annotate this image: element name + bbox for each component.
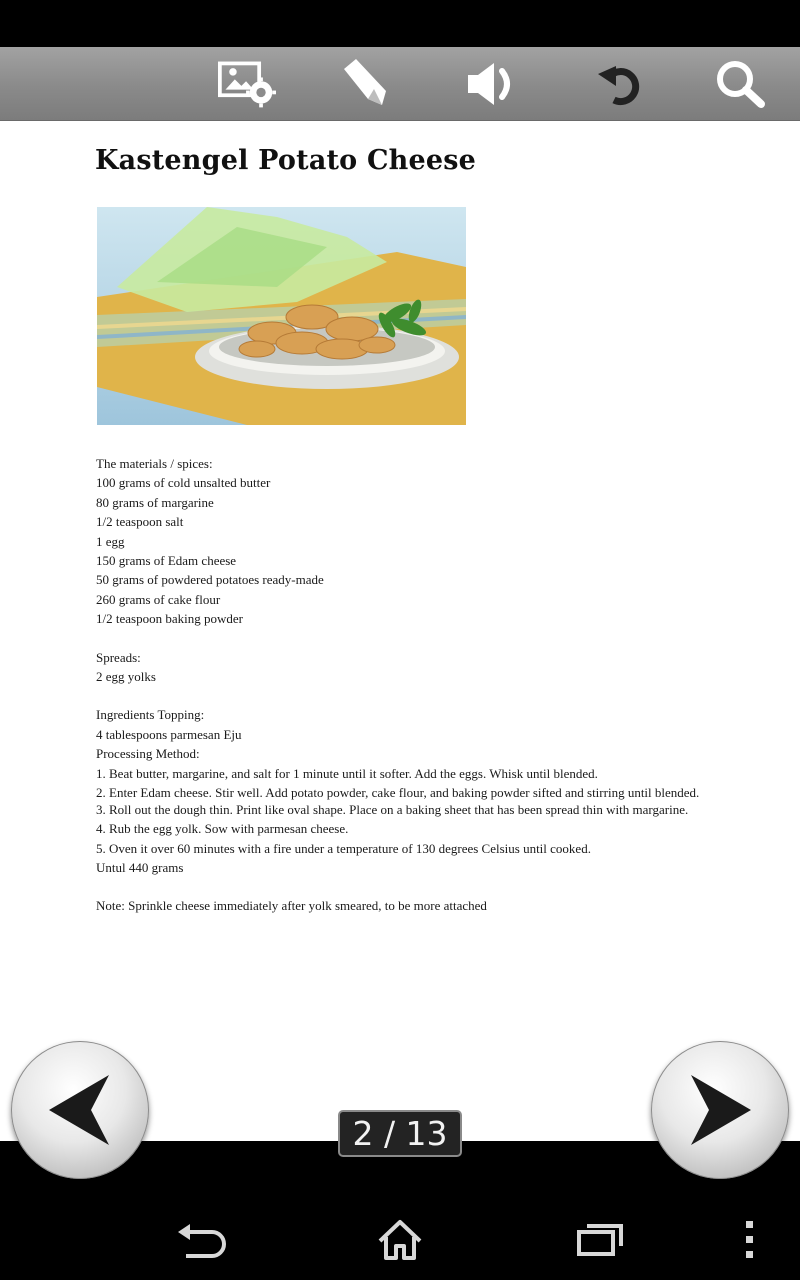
spacer — [96, 686, 716, 705]
previous-page-button[interactable] — [11, 1041, 149, 1179]
volume-button[interactable] — [463, 55, 521, 113]
recipe-photo — [97, 207, 466, 425]
text-line: 1 egg — [96, 533, 125, 549]
text-line: 100 grams of cold unsalted butter — [96, 475, 271, 491]
bookmark-button[interactable] — [336, 55, 394, 113]
top-toolbar — [0, 47, 800, 121]
rotate-icon — [594, 62, 644, 106]
text-line: 1. Beat butter, margarine, and salt for 1 minute until it softer. Add the eggs. Whisk until blended. — [96, 765, 598, 781]
status-bar — [0, 0, 800, 47]
next-page-button[interactable] — [651, 1041, 789, 1179]
search-icon — [715, 59, 767, 109]
image-settings-button[interactable] — [218, 55, 276, 113]
menu-icon — [743, 1219, 757, 1261]
text-line: Note: Sprinkle cheese immediately after yolk smeared, to be more attached — [96, 898, 487, 914]
text-line: 4 tablespoons parmesan Eju — [96, 726, 242, 742]
page-indicator: 2 / 13 — [338, 1110, 462, 1157]
recipe-title: Kastengel Potato Cheese — [95, 145, 477, 176]
rotate-button[interactable] — [590, 55, 648, 113]
home-icon — [377, 1219, 423, 1261]
system-back-button[interactable] — [170, 1210, 230, 1270]
text-line: 3. Roll out the dough thin. Print like oval shape. Place on a baking sheet that has been spread thin with margarine. — [96, 802, 689, 818]
text-line: Ingredients Topping: — [96, 707, 205, 723]
text-line: 150 grams of Edam cheese — [96, 553, 237, 569]
text-line: 5. Oven it over 60 minutes with a fire under a temperature of 130 degrees Celsius until cooked. — [96, 840, 591, 856]
system-recent-apps-button[interactable] — [570, 1210, 630, 1270]
text-line: Untul 440 grams — [96, 859, 184, 875]
volume-icon — [464, 61, 520, 107]
spacer — [96, 877, 716, 896]
recipe-text — [96, 454, 716, 916]
text-line: 4. Rub the egg yolk. Sow with parmesan cheese. — [96, 821, 349, 837]
arrow-right-icon — [685, 1073, 755, 1147]
text-line: 80 grams of margarine — [96, 494, 214, 510]
text-line: The materials / spices: — [96, 456, 213, 471]
arrow-left-icon — [45, 1073, 115, 1147]
text-line: 1/2 teaspoon salt — [96, 514, 184, 530]
back-icon — [174, 1222, 226, 1258]
text-line: 2 egg yolks — [96, 669, 156, 685]
image-settings-icon — [218, 59, 276, 109]
text-line: Spreads: — [96, 649, 141, 665]
bookmark-icon — [338, 59, 392, 109]
search-button[interactable] — [712, 55, 770, 113]
text-line: 260 grams of cake flour — [96, 591, 221, 607]
system-home-button[interactable] — [370, 1210, 430, 1270]
text-line: 1/2 teaspoon baking powder — [96, 611, 243, 627]
text-line: 2. Enter Edam cheese. Stir well. Add potato powder, cake flour, and baking powder sifted and stirring until blended. — [96, 785, 700, 801]
text-line: Processing Method: — [96, 746, 200, 762]
text-line: 50 grams of powdered potatoes ready-made — [96, 572, 324, 588]
recent-apps-icon — [575, 1222, 625, 1258]
spacer — [96, 629, 716, 648]
system-menu-button[interactable] — [720, 1210, 780, 1270]
recipe-page — [0, 121, 800, 1141]
